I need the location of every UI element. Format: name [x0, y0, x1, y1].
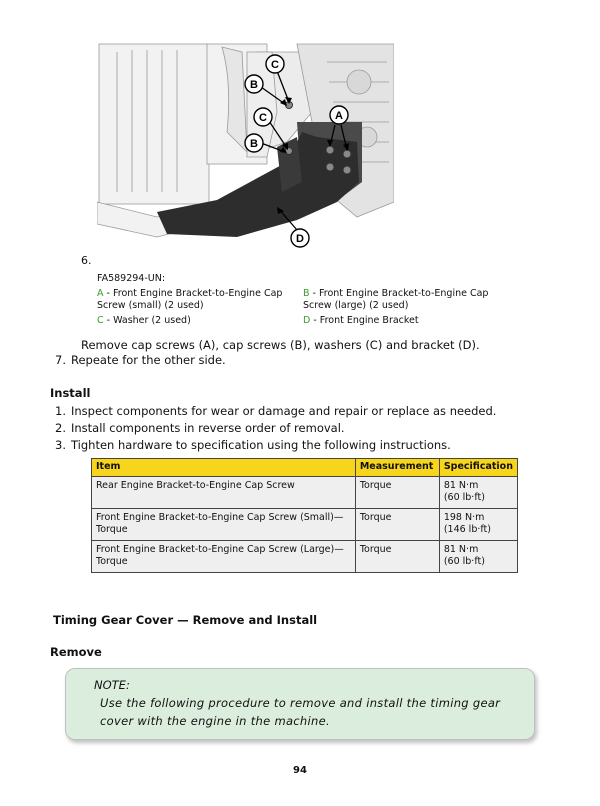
cell-specification: [439, 509, 517, 541]
column-header-measurement: Measurement: [355, 459, 439, 477]
callout-c-lower: [254, 108, 272, 126]
list-item: [49, 420, 496, 437]
legend-key: B: [303, 288, 310, 299]
legend-item-d: [303, 315, 513, 327]
specification-table: [91, 458, 518, 573]
svg-text:B: B: [250, 138, 258, 150]
list-item: [49, 437, 496, 454]
callout-b-upper: [245, 75, 263, 93]
step-text: Inspect components for wear or damage and repair or replace as needed.: [71, 404, 497, 418]
legend-text: - Washer (2 used): [103, 315, 191, 326]
column-header-specification: Specification: [439, 459, 517, 477]
legend-text: - Front Engine Bracket: [310, 315, 419, 326]
step-number: 7.: [55, 353, 66, 367]
step-number-6: 6.: [81, 254, 92, 267]
step-number: 3.: [55, 438, 66, 452]
spec-imperial: (146 lb·ft): [443, 524, 491, 535]
spec-metric: 81 N·m: [443, 544, 479, 555]
callout-c-upper: [266, 55, 284, 73]
engine-bracket-illustration: [97, 42, 394, 292]
cell-measurement: Torque: [355, 477, 439, 509]
page-number: 94: [293, 765, 307, 776]
step-text: Repeate for the other side.: [71, 353, 226, 367]
table-row: [92, 541, 518, 573]
spec-metric: 198 N·m: [443, 512, 485, 523]
step-text: Install components in reverse order of removal.: [71, 421, 345, 435]
remove-heading: Remove: [50, 645, 102, 659]
legend-text: - Front Engine Bracket-to-Engine Cap Screw (large) (2 used): [303, 288, 489, 311]
install-heading: Install: [50, 386, 91, 400]
legend-key: A: [97, 288, 104, 299]
step-number: 1.: [55, 404, 66, 418]
cell-measurement: Torque: [355, 509, 439, 541]
column-header-item: Item: [92, 459, 356, 477]
legend-item-a: [97, 288, 302, 312]
note-box: [65, 668, 535, 740]
note-text: Use the following procedure to remove and install the timing gear cover with the engine in the machine.: [100, 696, 501, 728]
cell-item: Rear Engine Bracket-to-Engine Cap Screw: [92, 477, 356, 509]
table-row: [92, 509, 518, 541]
legend-text: - Front Engine Bracket-to-Engine Cap Screw (small) (2 used): [97, 288, 283, 311]
svg-text:D: D: [296, 233, 304, 245]
step-list-remove: [49, 352, 226, 369]
cell-item: Front Engine Bracket-to-Engine Cap Screw (Large)—Torque: [92, 541, 356, 573]
spec-imperial: (60 lb·ft): [443, 556, 485, 567]
table-header-row: [92, 459, 518, 477]
svg-text:A: A: [335, 110, 343, 122]
callout-d: [291, 229, 309, 247]
figure-id: FA589294-UN:: [97, 273, 166, 284]
note-label: NOTE:: [94, 678, 130, 692]
step-number: 2.: [55, 421, 66, 435]
table-row: [92, 477, 518, 509]
legend-key: D: [303, 315, 311, 326]
list-item: [49, 352, 226, 369]
cell-item: Front Engine Bracket-to-Engine Cap Screw (Small)—Torque: [92, 509, 356, 541]
spec-imperial: (60 lb·ft): [443, 492, 485, 503]
step-list-install: [49, 403, 496, 454]
section-title-timing-gear-cover: Timing Gear Cover — Remove and Install: [53, 613, 318, 627]
legend-item-c: [97, 315, 302, 327]
svg-text:C: C: [259, 112, 267, 124]
cell-specification: [439, 477, 517, 509]
cell-measurement: Torque: [355, 541, 439, 573]
legend-key: C: [97, 315, 104, 326]
step-text: Tighten hardware to specification using the following instructions.: [71, 438, 451, 452]
callout-a: [330, 106, 348, 124]
step-6-instruction: Remove cap screws (A), cap screws (B), washers (C) and bracket (D).: [81, 338, 480, 352]
list-item: [49, 403, 496, 420]
legend-item-b: [303, 288, 513, 312]
cell-specification: [439, 541, 517, 573]
spec-metric: 81 N·m: [443, 480, 479, 491]
svg-text:C: C: [271, 59, 279, 71]
callout-b-lower: [245, 134, 263, 152]
svg-text:B: B: [250, 79, 258, 91]
